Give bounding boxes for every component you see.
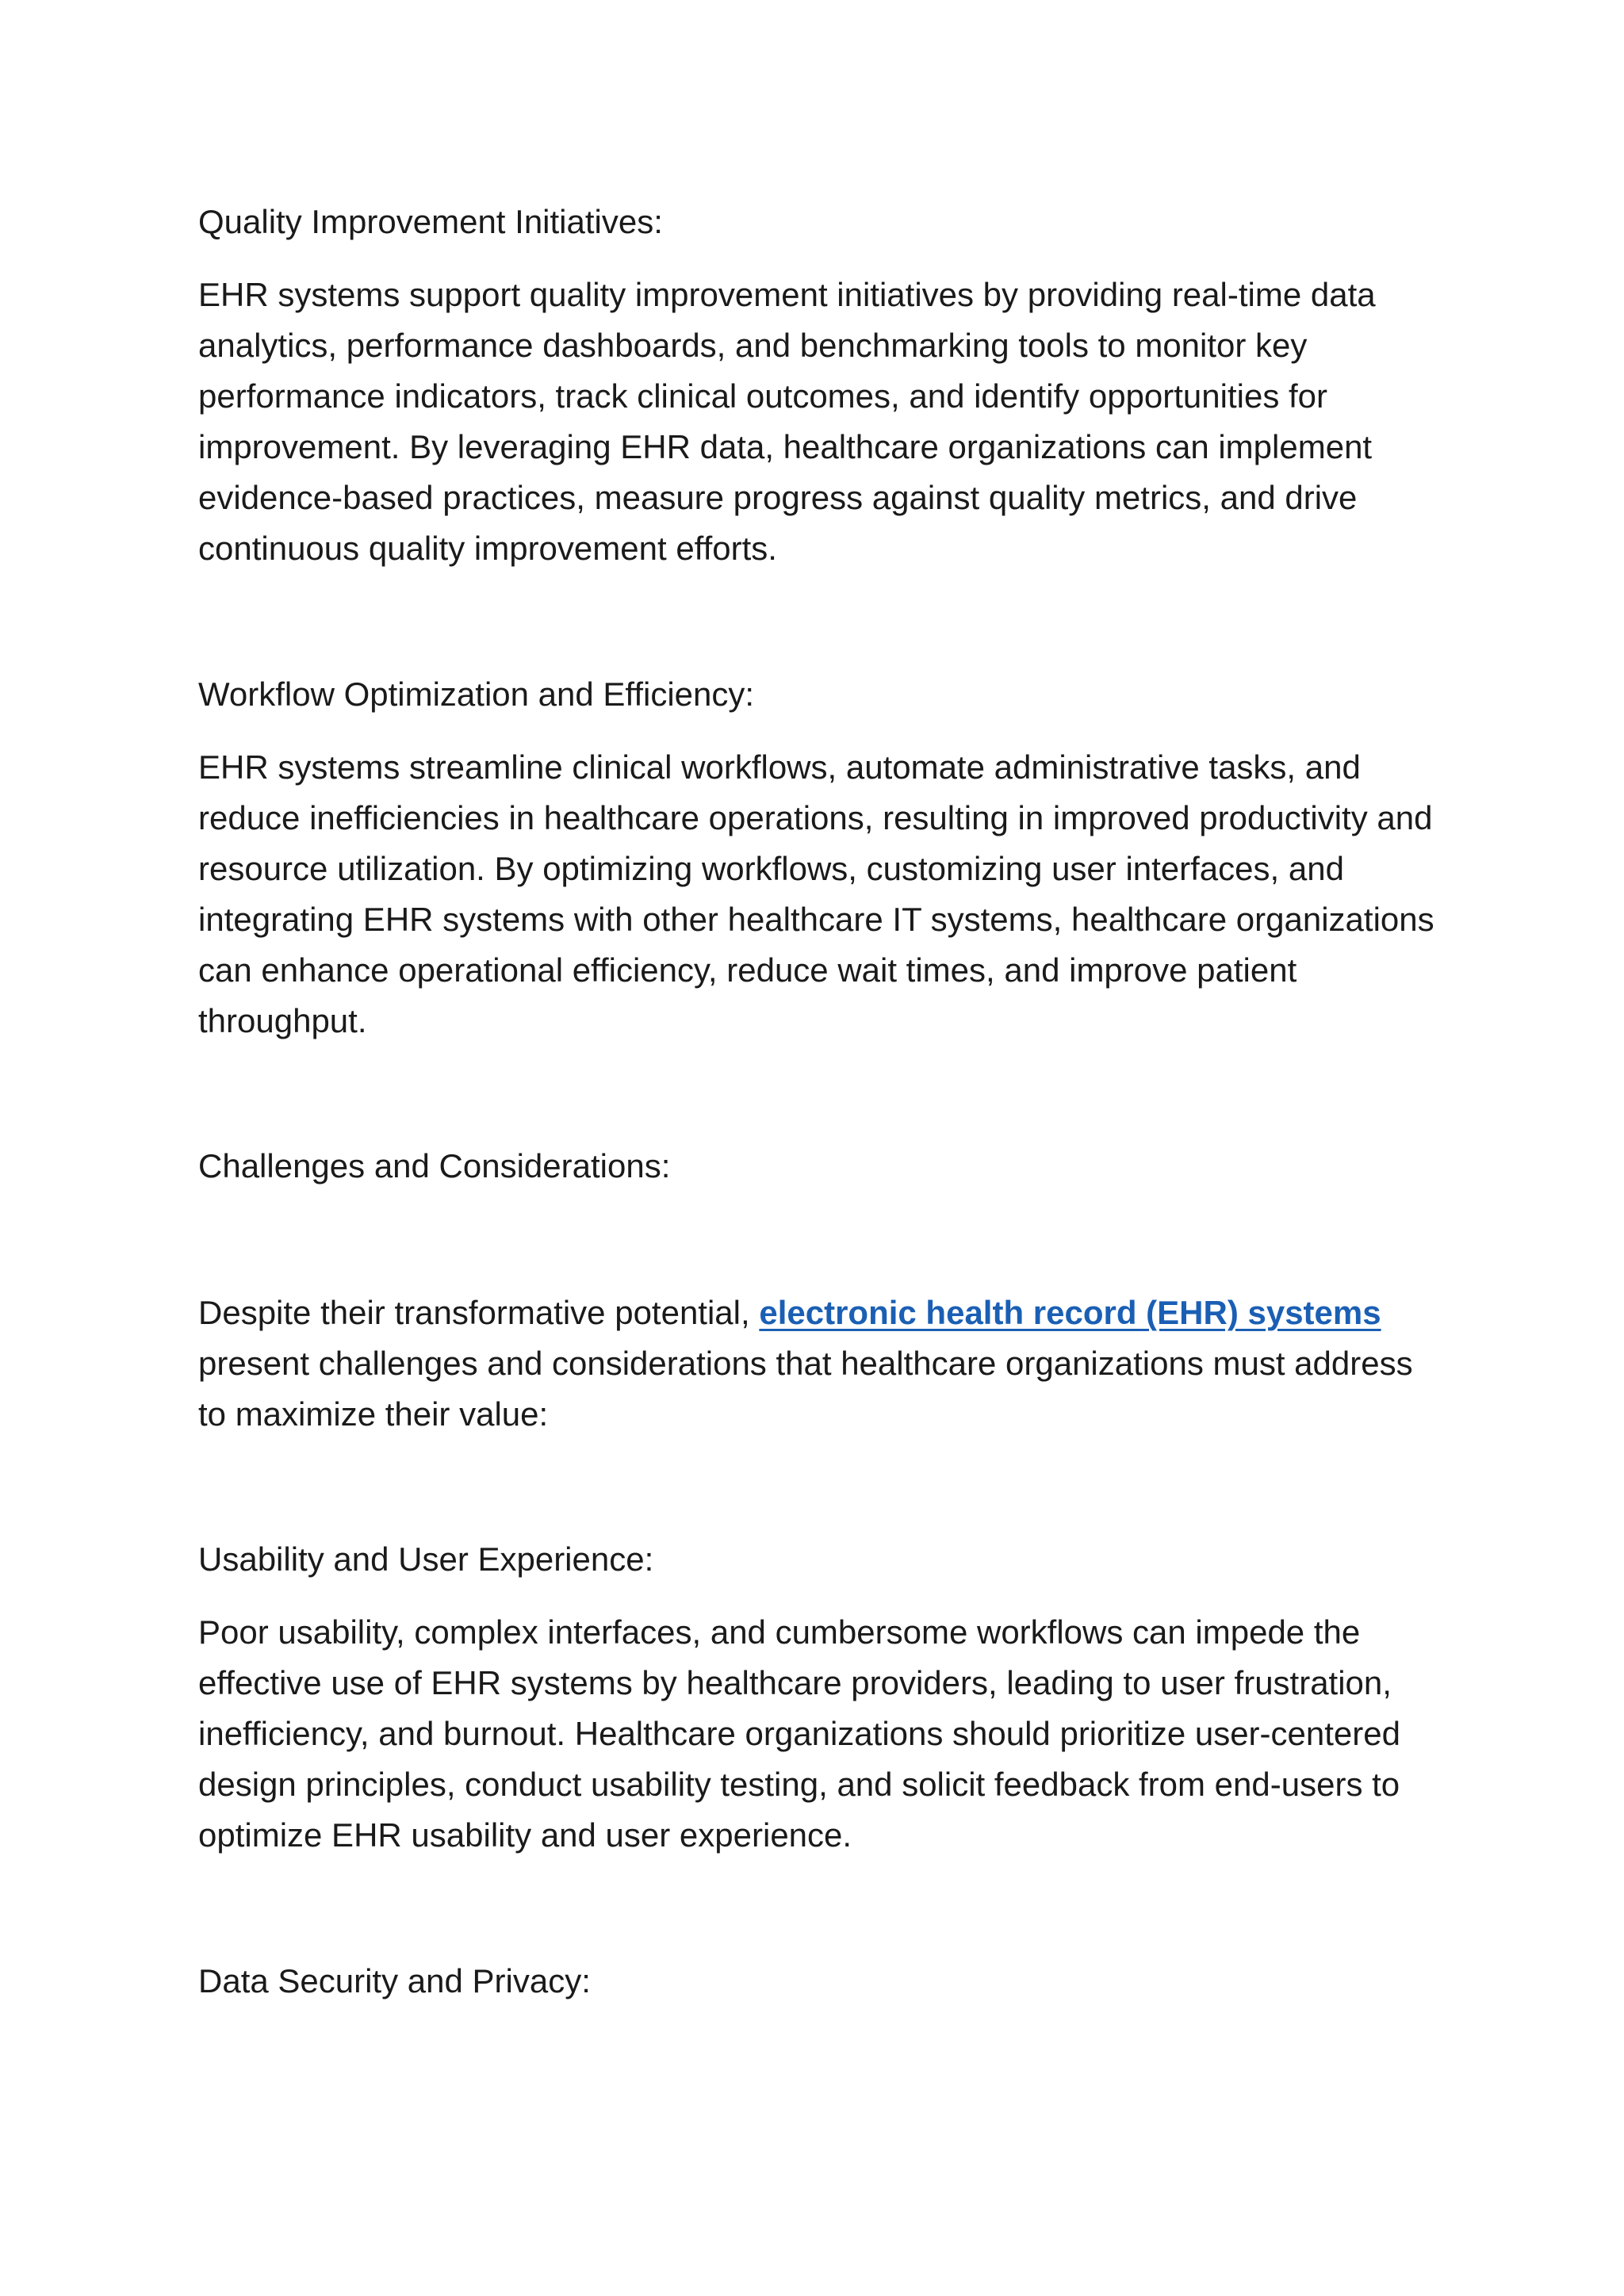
section-body-workflow-optimization: EHR systems streamline clinical workflows, automate administrative tasks, and reduce inefficiencies in healthcare operations, resulting in improved productivity and resource utilization. By optimizing workflows, customizing user interfaces, and integrating EHR systems with other healthcare IT systems, healthcare organizations can enhance operational efficiency, reduce wait times, and improve patient throughput. <box>198 748 1434 1039</box>
section-heading-usability: Usability and User Experience: <box>198 1540 654 1578</box>
challenges-intro-paragraph <box>198 1288 1443 1440</box>
intro-text-after: present challenges and considerations that healthcare organizations must address to maximize their value: <box>198 1345 1413 1433</box>
section-heading-data-security: Data Security and Privacy: <box>198 1962 591 1999</box>
section-heading-workflow-optimization: Workflow Optimization and Efficiency: <box>198 675 755 713</box>
intro-text-before: Despite their transformative potential, <box>198 1294 760 1331</box>
section-body-usability: Poor usability, complex interfaces, and cumbersome workflows can impede the effective use of EHR systems by healthcare providers, leading to user frustration, inefficiency, and burnout. Healthcare organizations should prioritize user-centered design principles, conduct usability testing, and solicit feedback from end-users to optimize EHR usability and user experience. <box>198 1613 1400 1854</box>
section-heading-challenges: Challenges and Considerations: <box>198 1147 671 1184</box>
section-body-quality-improvement: EHR systems support quality improvement initiatives by providing real-time data analytics, performance dashboards, and benchmarking tools to monitor key performance indicators, track clinical outcomes, and identify opportunities for improvement. By leveraging EHR data, healthcare organizations can implement evidence-based practices, measure progress against quality metrics, and drive continuous quality improvement efforts. <box>198 276 1376 567</box>
ehr-systems-link[interactable]: electronic health record (EHR) systems <box>759 1294 1381 1331</box>
section-heading-quality-improvement: Quality Improvement Initiatives: <box>198 203 663 240</box>
